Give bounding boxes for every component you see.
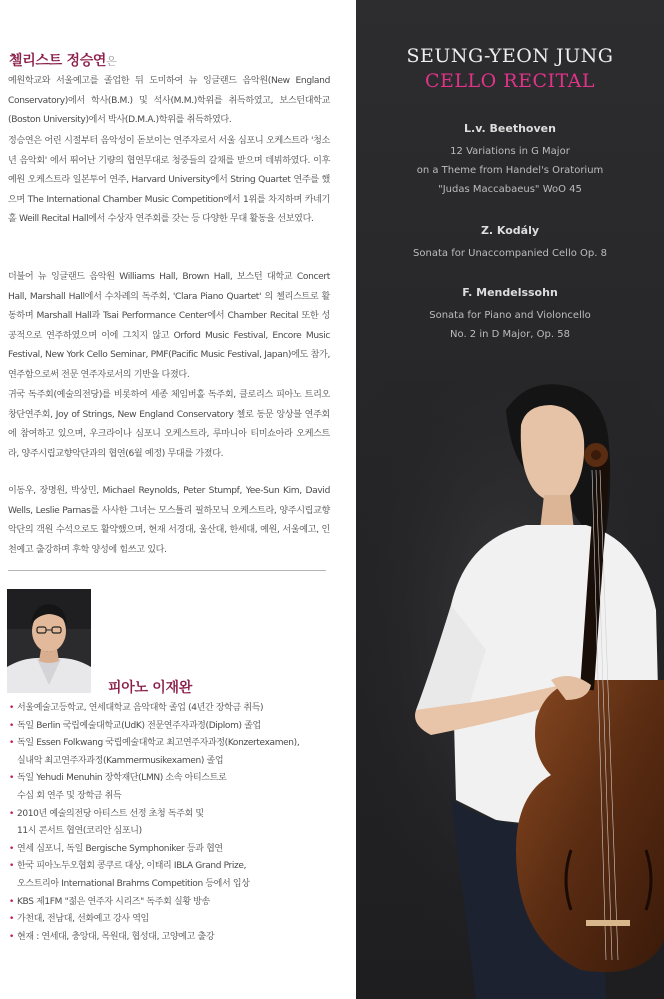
list-item: • 가천대, 전남대, 선화예고 강사 역임 <box>9 914 149 925</box>
cellist-photo <box>356 380 664 999</box>
list-item: • 2010년 예술의전당 아티스트 선정 초청 독주회 및 <box>9 808 204 819</box>
list-item: • 독일 Yehudi Menuhin 장학재단(LMN) 소속 아티스트로 <box>9 773 227 784</box>
list-item: 수십 회 연주 및 장학금 취득 <box>17 790 122 801</box>
list-item: • 한국 피아노두오협회 콩쿠르 대상, 이태리 IBLA Grand Prize, <box>9 861 247 872</box>
cellist-name: 정승연 <box>66 53 107 69</box>
recital-event-title: CELLO RECITAL <box>425 70 595 92</box>
recital-performer-name: SEUNG-YEON JUNG <box>406 45 614 67</box>
list-item: • 독일 Berlin 국립예술대학교(UdK) 전문연주자과정(Diplom) 졸업 <box>9 720 261 731</box>
list-item: 오스트리아 International Brahms Competition 등에서 입상 <box>17 878 250 889</box>
work-beethoven: 12 Variations in G Major on a Theme from Handel's Oratorium "Judas Maccabaeus" WoO 45 <box>416 146 604 195</box>
bio-paragraph-1: 예원학교와 서울예고를 졸업한 뒤 도미하여 뉴 잉글랜드 음악원(New England Conservatory)에서 학사(B.M.) 및 석사(M.M.)학위를 취득하였고, 보스턴대학교(Boston University)에서 박사(D.M.A.)학위를 취득하였다. <box>8 76 330 125</box>
pianist-bio-list <box>8 700 338 946</box>
composer-kodaly: Z. Kodály <box>480 224 540 237</box>
list-item: • 독일 Essen Folkwang 국립예술대학교 최고연주자과정(Konzertexamen), <box>9 738 300 749</box>
list-item: • 연세 심포니, 독일 Bergische Symphoniker 등과 협연 <box>9 843 223 854</box>
work-mendelssohn: Sonata for Piano and Violoncello No. 2 in D Major, Op. 58 <box>429 310 591 340</box>
section-divider <box>8 570 326 571</box>
list-item: 11시 콘서트 협연(코리안 심포니) <box>17 826 142 837</box>
right-panel <box>356 0 664 999</box>
pianist-photo <box>7 589 91 693</box>
bio-paragraph-4: 귀국 독주회(예술의전당)를 비롯하여 세종 체임버홀 독주회, 클로리스 피아노 트리오 창단연주회, Joy of Strings, New England Conservatory 첼로 동문 앙상블 연주회에 참여하고 있으며, 우크라이나 심포니 오케스트라, 루마니아 티미쇼아라 오케스트라, 양주시립교향악단과의 협연(6월 예정) 무대를 가졌다. <box>8 390 330 459</box>
cellist-role: 첼리스트 <box>9 53 62 69</box>
bio-paragraph-5: 이동우, 장명원, 박상민, Michael Reynolds, Peter Stumpf, Yee-Sun Kim, David Wells, Leslie Parnas를 사사한 그녀는 모스틀리 필하모닉 오케스트라, 양주시립교향악단의 객원 수석으로도 활약했으며, 현재 서경대, 울산대, 한세대, 예원, 서울예고, 인천예고 출강하며 후학 양성에 힘쓰고 있다. <box>8 486 330 555</box>
cellist-name-suffix: 은 <box>106 55 117 68</box>
pianist-heading: 피아노 이재완 <box>108 680 192 696</box>
composer-mendelssohn: F. Mendelssohn <box>462 286 558 299</box>
list-item: • 현재 : 연세대, 충앙대, 목원대, 협성대, 고양예고 출강 <box>9 931 215 942</box>
bio-paragraph-3: 더불어 뉴 잉글랜드 음악원 Williams Hall, Brown Hall, 보스턴 대학교 Concert Hall, Marshall Hall에서 수차례의 독주회, 'Clara Piano Quartet' 의 첼리스트로 활동하며 Marshall Hall과 Tsai Performance Center에서 Chamber Recital 또한 성공적으로 연주하였으며 이에 그치지 않고 Orford Music Festival, Encore Music Festival, New York Cello Seminar, PMF(Pacific Music Festival, Japan)에도 참가, 연주함으로써 전문 연주자로서의 기반을 다졌다. <box>8 272 330 380</box>
bio-paragraph-2: 정승연은 어린 시절부터 음악성이 돋보이는 연주자로서 서울 심포니 오케스트라 '청소년 음악회' 에서 뛰어난 기량의 협연무대로 청중들의 갈채를 받으며 데뷔하였다. 이후 예원 오케스트라 일본투어 연주, Harvard University에서 String Quartet 연주를 했으며 The International Chamber Music Competition에서 1위를 차지하며 카네기 홀 Weill Recital Hall에서 수상자 연주회를 갖는 등 다양한 무대 활동을 선보였다. <box>8 136 330 224</box>
list-item: 실내악 최고연주자과정(Kammermusikexamen) 졸업 <box>17 755 224 766</box>
composer-beethoven: L.v. Beethoven <box>464 122 556 135</box>
list-item: • 서울예술고등학교, 연세대학교 음악대학 졸업 (4년간 장학금 취득) <box>9 703 264 713</box>
cellist-heading <box>9 50 116 70</box>
list-item: • KBS 제1FM "젊은 연주자 시리즈" 독주회 실황 방송 <box>9 896 210 907</box>
work-kodaly: Sonata for Unaccompanied Cello Op. 8 <box>413 248 607 259</box>
